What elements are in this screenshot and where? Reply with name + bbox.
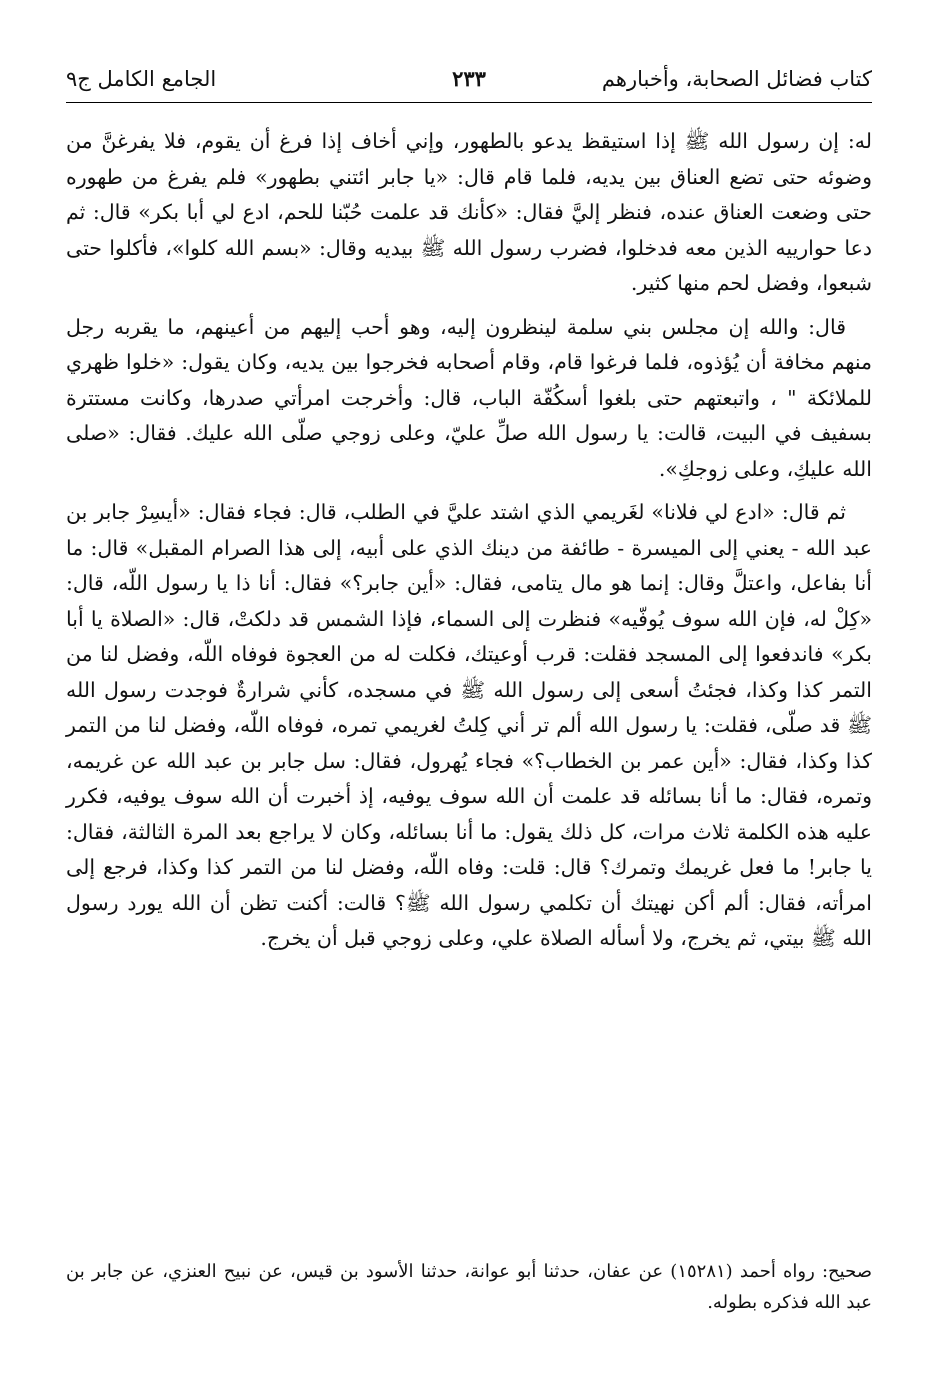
paragraph-1: له: إن رسول الله ﷺ إذا استيقظ يدعو بالطهور، وإني أخاف إذا فرغ أن يقوم، فلا يفرغنَّ من وضوئه حتى تضع العناق بين يديه، فلما قام قال: «يا جابر ائتني بطهور» فلم يفرغ من طهوره حتى وضعت العناق عنده، فنظر إليَّ فقال: «كأنك قد علمت حُبّنا للحم، ادع لي أبا بكر» قال: ثم دعا حوارييه الذين معه فدخلوا، فضرب رسول الله ﷺ بيديه وقال: «بسم الله كلوا»، فأكلوا حتى شبعوا، وفضل لحم منها كثير. — [66, 129, 872, 295]
running-header — [66, 62, 872, 103]
chapter-title: كتاب فضائل الصحابة، وأخبارهم — [601, 67, 872, 91]
paragraph-3: ثم قال: «ادع لي فلانا» لغَريمي الذي اشتد عليَّ في الطلب، قال: فجاء فقال: «أيسِرْ جابر بن عبد الله - يعني إلى الميسرة - طائفة من دينك الذي على أبيه، إلى هذا الصرام المقبل» قال: ما أنا بفاعل، واعتلَّ وقال: إنما هو مال يتامى، فقال: «أين جابر؟» فقال: أنا ذا يا رسول اللّه، قال: «كِلْ له، فإن الله سوف يُوفّيه» فنظرت إلى السماء، فإذا الشمس قد دلكتْ، قال: «الصلاة يا أبا بكر» فاندفعوا إلى المسجد فقلت: قرب أوعيتك، فكلت له من العجوة فوفاه اللّه، وفضل لنا من التمر كذا وكذا، فجئتُ أسعى إلى رسول الله ﷺ في مسجده، كأني شرارةٌ فوجدت رسول الله ﷺ قد صلّى، فقلت: يا رسول الله ألم تر أني كِلتُ لغريمي تمره، فوفاه اللّه، وفضل لنا من التمر كذا وكذا، فقال: «أين عمر بن الخطاب؟» فجاء يُهرول، فقال: سل جابر بن عبد الله عن غريمه، وتمره، فقال: ما أنا بسائله قد علمت أن الله سوف يوفيه، إذ أخبرت أن الله سوف يوفيه، فكرر عليه هذه الكلمة ثلاث مرات، كل ذلك يقول: ما أنا بسائله، وكان لا يراجع بعد المرة الثالثة، فقال: يا جابر! ما فعل غريمك وتمرك؟ قال: قلت: وفاه اللّه، وفضل لنا من التمر كذا وكذا، فرجع إلى امرأته، فقال: ألم أكن نهيتك أن تكلمي رسول الله ﷺ؟ قالت: أكنت تظن أن الله يورد رسول الله ﷺ بيتي، ثم يخرج، ولا أسأله الصلاة علي، وعلى زوجي قبل أن يخرج. — [66, 500, 872, 950]
page-number: ٢٣٣ — [452, 66, 486, 91]
main-text — [66, 124, 872, 965]
footnote-text: صحيح: رواه أحمد (١٥٢٨١) عن عفان، حدثنا أبو عوانة، حدثنا الأسود بن قيس، عن نبيح العنزي، عن جابر بن عبد الله فذكره بطوله. — [66, 1261, 872, 1313]
paragraph-2: قال: والله إن مجلس بني سلمة لينظرون إليه، وهو أحب إليهم من أعينهم، ما يقربه رجل منهم مخافة أن يُؤذوه، فلما فرغوا قام، وقام أصحابه فخرجوا بين يديه، وكان يقول: «خلوا ظهري للملائكة " ، واتبعتهم حتى بلغوا أسكُفّة الباب، قال: وأخرجت امرأتي صدرها، وكانت مستترة بسفيف في البيت، قالت: يا رسول الله صلِّ عليّ، وعلى زوجي صلّى الله عليك. فقال: «صلى الله عليكِ، وعلى زوجكِ». — [66, 314, 872, 481]
volume-title: الجامع الكامل ج٩ — [66, 67, 217, 91]
footnote — [66, 1256, 872, 1318]
